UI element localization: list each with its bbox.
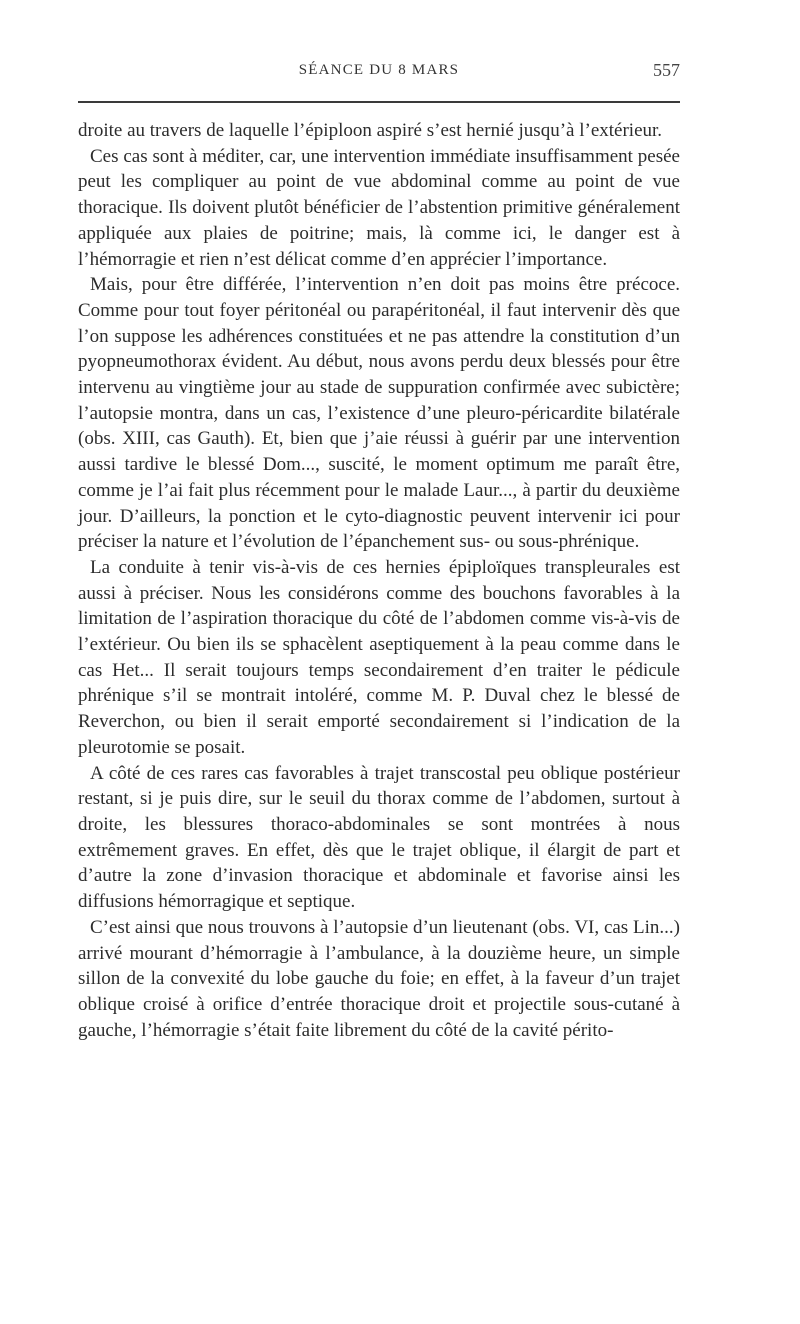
- paragraph: La conduite à tenir vis-à-vis de ces hernies épiploïques transpleurales est aussi à préciser. Nous les considérons comme des bouchons favorables à la limitation de l’aspiration thoracique du côté de l’abdomen comme vis-à-vis de l’extérieur. Ou bien ils se sphacèlent aseptiquement à la peau comme dans le cas Het... Il serait toujours temps secondairement d’en traiter le pédicule phrénique s’il se montrait intoléré, comme M. P. Duval chez le blessé de Reverchon, ou bien il serait emporté secondairement si l’indication de la pleurotomie se posait.: [78, 556, 680, 758]
- body-text: [78, 118, 680, 1043]
- paragraph-continuation: droite au travers de laquelle l’épiploon aspiré s’est hernié jusqu’à l’extérieur.: [78, 120, 663, 141]
- page-number: 557: [653, 60, 680, 80]
- header-rule: [78, 101, 680, 103]
- paragraph: Mais, pour être différée, l’intervention n’en doit pas moins être précoce. Comme pour tout foyer péritonéal ou parapéritonéal, il faut intervenir dès que l’on suppose les adhérences constituées et ne pas attendre la constitution d’un pyopneumothorax évident. Au début, nous avons perdu deux blessés pour être intervenu au vingtième jour au stade de suppuration confirmée avec subictère; l’autopsie montra, dans un cas, l’existence d’une pleuro-péricardite bilatérale (obs. XIII, cas Gauth). Et, bien que j’aie réussi à guérir par une intervention aussi tardive le blessé Dom..., suscité, le moment optimum me paraît être, comme je l’ai fait plus récemment pour le malade Laur..., à partir du deuxième jour. D’ailleurs, la ponction et le cyto-diagnostic peuvent intervenir ici pour préciser la nature et l’évolution de l’épanchement sus- ou sous-phrénique.: [78, 274, 680, 553]
- paragraph: Ces cas sont à méditer, car, une intervention immédiate insuffisamment pesée peut les compliquer au point de vue abdominal comme au point de vue thoracique. Ils doivent plutôt bénéficier de l’abstention primitive généralement appliquée aux plaies de poitrine; mais, là comme ici, le danger est à l’hémorragie et rien n’est délicat comme d’en apprécier l’importance.: [78, 145, 680, 270]
- page-header: [78, 58, 680, 88]
- running-title: SÉANCE DU 8 MARS: [298, 62, 460, 78]
- paragraph: C’est ainsi que nous trouvons à l’autopsie d’un lieutenant (obs. VI, cas Lin...) arrivé mourant d’hémorragie à l’ambulance, à la douzième heure, un simple sillon de la convexité du lobe gauche du foie; en effet, à la faveur d’un trajet oblique croisé à orifice d’entrée thoracique droit et projectile sous-cutané à gauche, l’hémorragie s’était faite librement du côté de la cavité périto-: [78, 916, 680, 1041]
- paragraph: A côté de ces rares cas favorables à trajet transcostal peu oblique postérieur restant, si je puis dire, sur le seuil du thorax comme de l’abdomen, surtout à droite, les blessures thoraco-abdominales se sont montrées à nous extrêmement graves. En effet, dès que le trajet oblique, il élargit de part et d’autre la zone d’invasion thoracique et abdominale et favorise ainsi les diffusions hémorragique et septique.: [78, 762, 680, 913]
